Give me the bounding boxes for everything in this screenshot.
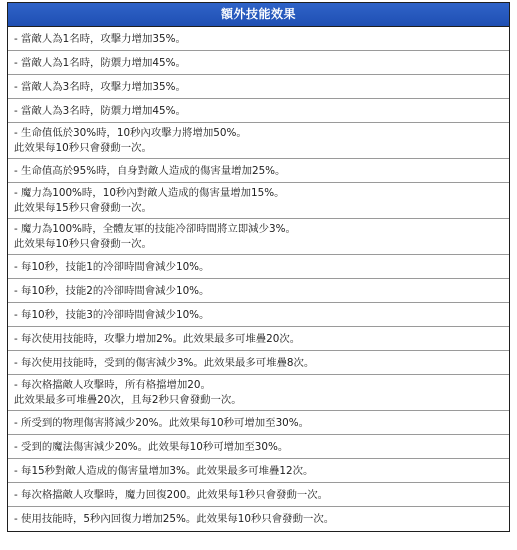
effect-row <box>8 459 509 483</box>
effect-row <box>8 411 509 435</box>
effect-text: - 當敵人為3名時，防禦力增加45%。 <box>14 104 186 117</box>
effect-text: - 當敵人為3名時，攻擊力增加35%。 <box>14 80 186 93</box>
effect-text: - 每10秒，技能3的冷卻時間會減少10%。 <box>14 308 210 321</box>
effect-text: - 魔力為100%時，10秒內對敵人造成的傷害量增加15%。 <box>14 187 285 199</box>
effect-row <box>8 351 509 375</box>
effect-row <box>8 435 509 459</box>
skill-effects-table <box>7 2 510 532</box>
effect-text: - 當敵人為1名時，防禦力增加45%。 <box>14 56 186 69</box>
effect-row <box>8 279 509 303</box>
effect-row <box>8 159 509 183</box>
effects-list <box>8 27 509 531</box>
effect-text: - 每次使用技能時，受到的傷害減少3%。此效果最多可堆疊8次。 <box>14 356 315 369</box>
effect-row <box>8 483 509 507</box>
effect-text: - 所受到的物理傷害將減少20%。此效果每10秒可增加至30%。 <box>14 416 310 429</box>
effect-text: - 每10秒，技能1的冷卻時間會減少10%。 <box>14 260 210 273</box>
effect-row <box>8 327 509 351</box>
effect-text: - 受到的魔法傷害減少20%。此效果每10秒可增加至30%。 <box>14 440 289 453</box>
effect-text: 此效果每10秒只會發動一次。 <box>14 238 152 250</box>
effect-text: - 每次格擋敵人攻擊時，魔力回復200。此效果每1秒只會發動一次。 <box>14 488 329 501</box>
effect-text: - 每次格擋敵人攻擊時，所有格擋增加20。 <box>14 379 211 391</box>
effect-row <box>8 75 509 99</box>
effect-row <box>8 27 509 51</box>
effect-text: - 每15秒對敵人造成的傷害量增加3%。此效果最多可堆疊12次。 <box>14 464 314 477</box>
effect-row <box>8 255 509 279</box>
effect-text: - 每10秒，技能2的冷卻時間會減少10%。 <box>14 284 210 297</box>
effect-row <box>8 303 509 327</box>
effect-row <box>8 219 509 255</box>
effect-row <box>8 183 509 219</box>
effect-text: - 當敵人為1名時，攻擊力增加35%。 <box>14 32 186 45</box>
effect-text: - 每次使用技能時，攻擊力增加2%。此效果最多可堆疊20次。 <box>14 332 301 345</box>
effect-text: - 魔力為100%時，全體友軍的技能冷卻時間將立即減少3%。 <box>14 223 296 235</box>
effect-row <box>8 507 509 531</box>
effect-text: 此效果最多可堆疊20次，且每2秒只會發動一次。 <box>14 394 242 406</box>
effect-row <box>8 123 509 159</box>
table-title: 額外技能效果 <box>220 7 296 21</box>
effect-row <box>8 375 509 411</box>
effect-text: - 生命值高於95%時，自身對敵人造成的傷害量增加25%。 <box>14 164 286 177</box>
effect-row <box>8 51 509 75</box>
effect-text: 此效果每15秒只會發動一次。 <box>14 202 152 214</box>
effect-text: - 使用技能時，5秒內回復力增加25%。此效果每10秒只會發動一次。 <box>14 513 335 525</box>
effect-text: - 生命值低於30%時，10秒內攻擊力將增加50%。 <box>14 127 247 139</box>
effect-row <box>8 99 509 123</box>
table-header <box>8 3 509 27</box>
effect-text: 此效果每10秒只會發動一次。 <box>14 142 152 154</box>
